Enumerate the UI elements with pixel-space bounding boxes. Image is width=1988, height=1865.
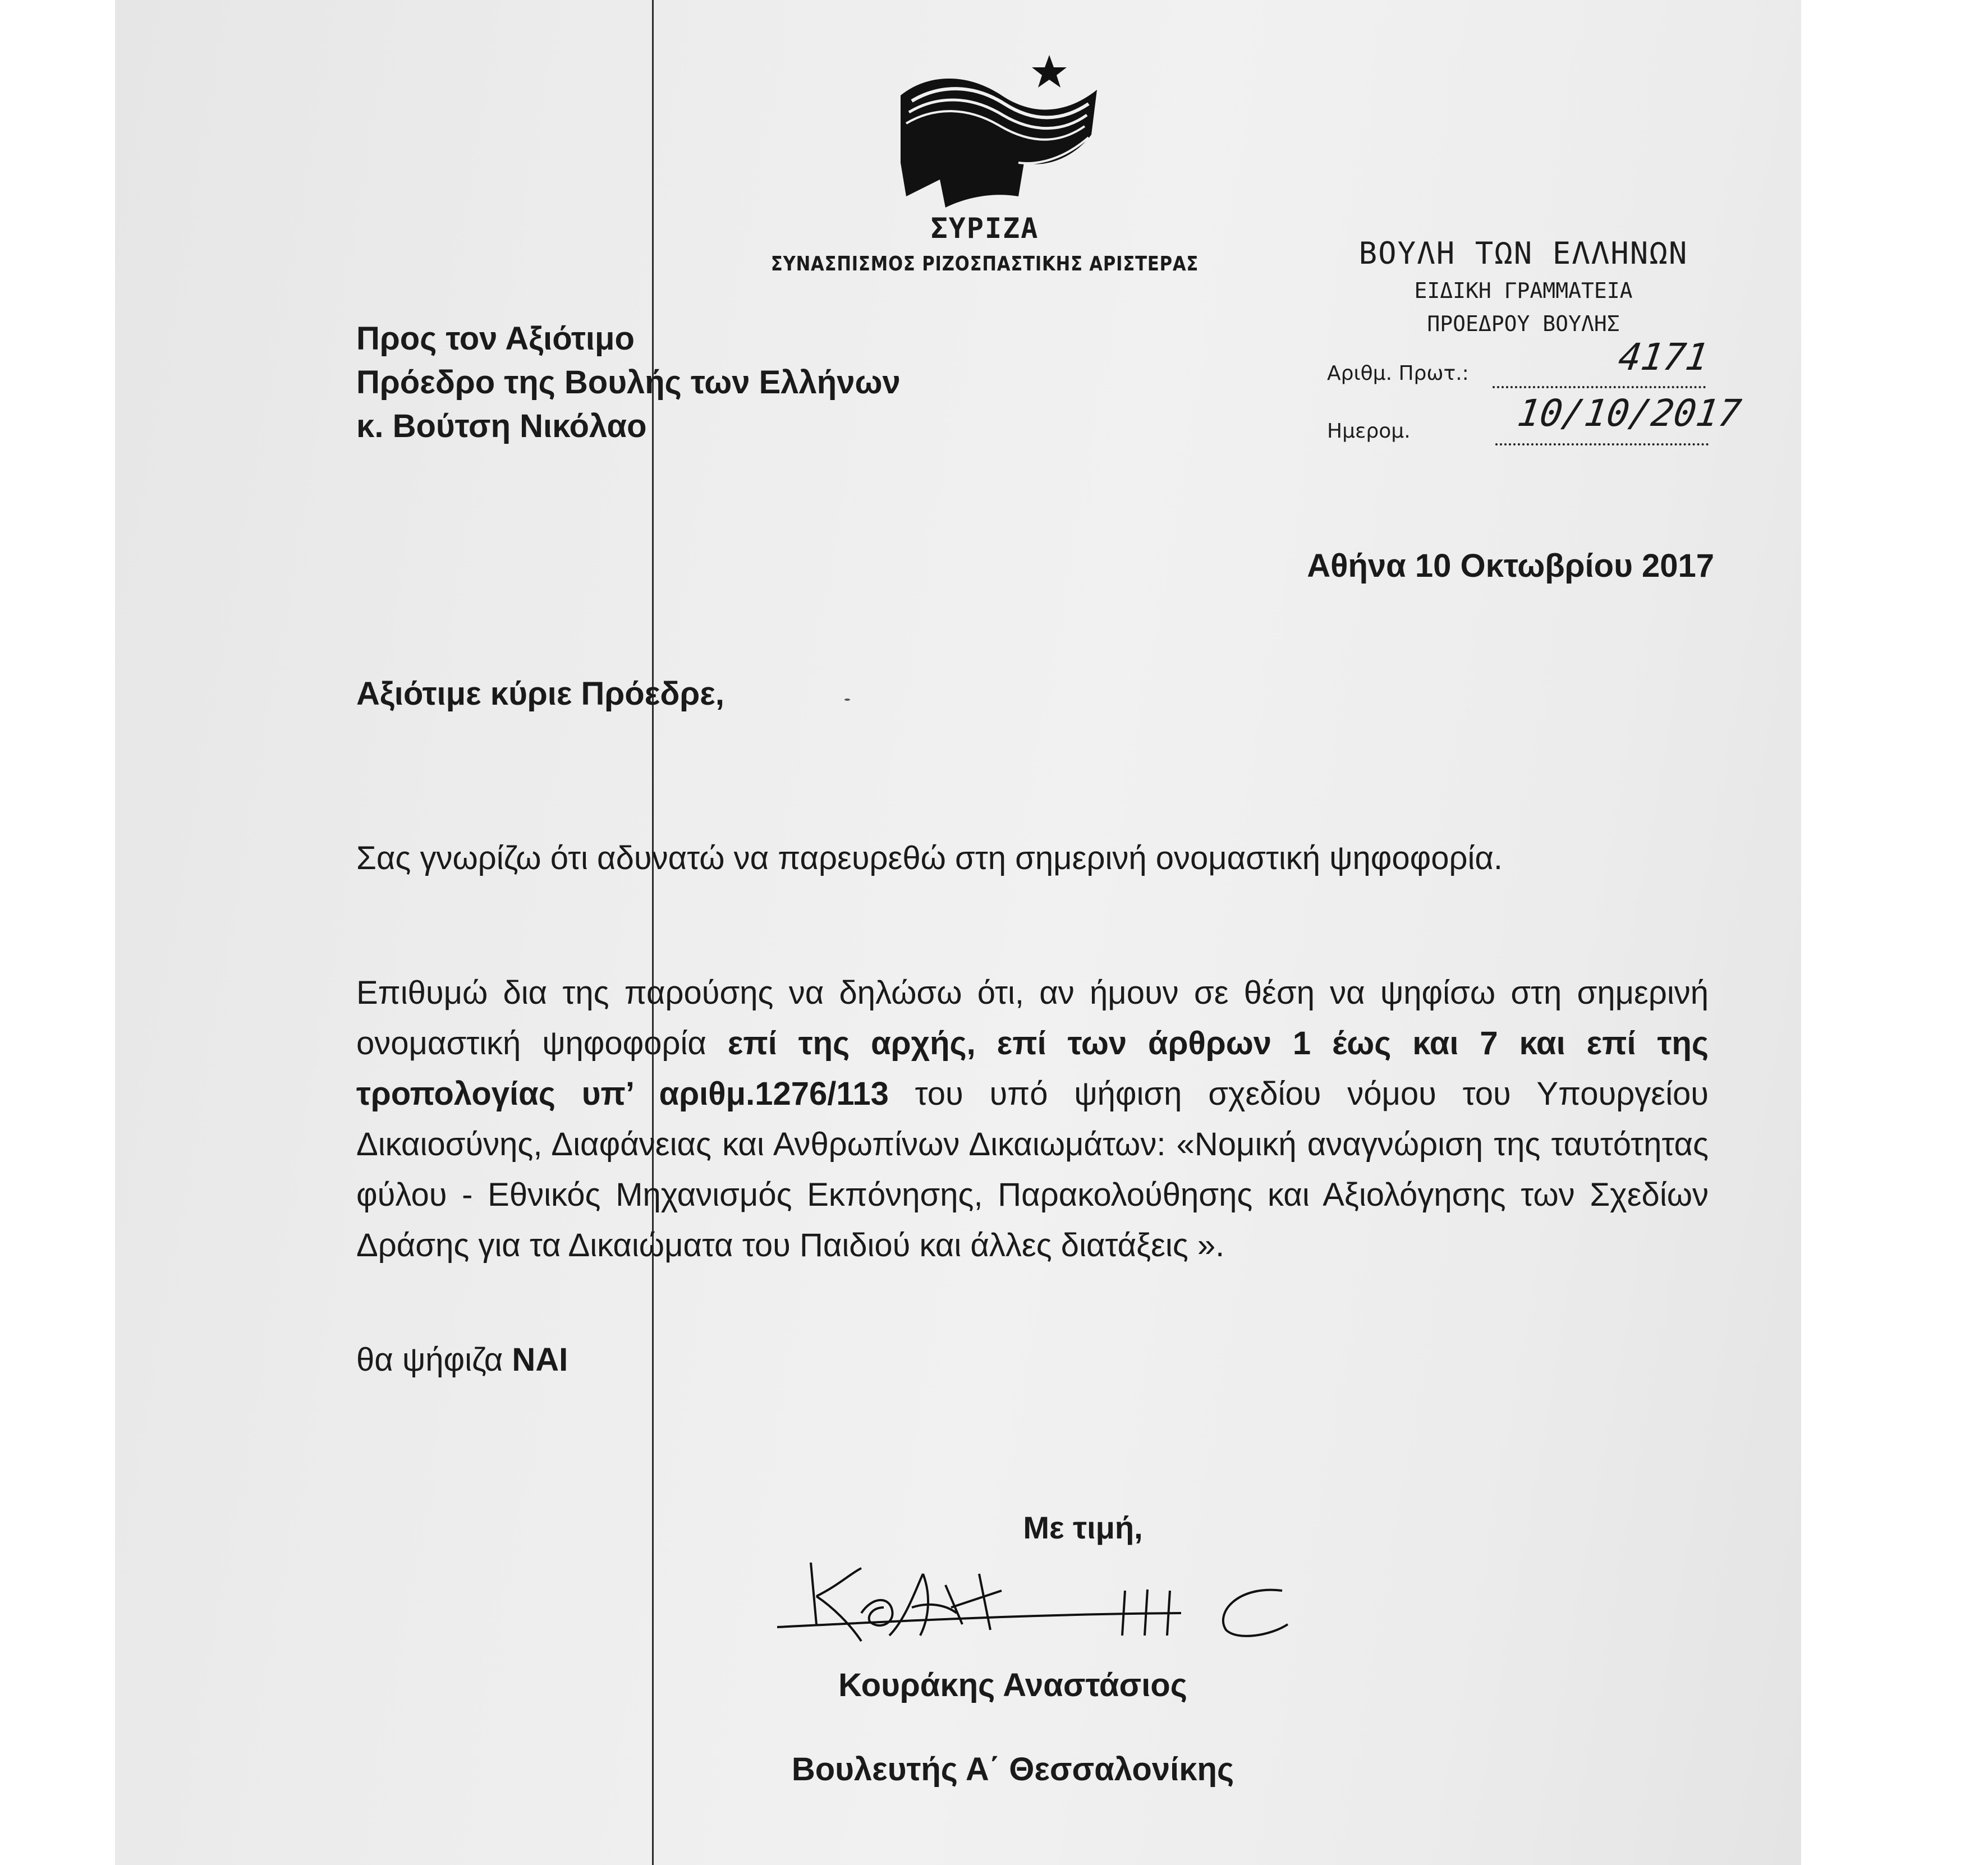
- star-icon: [1032, 55, 1067, 88]
- vote-statement: [356, 1341, 568, 1379]
- stamp-subtitle-2: ΠΡΟΕΔΡΟΥ ΒΟΥΛΗΣ: [1427, 311, 1620, 336]
- recipient-line-2: Πρόεδρο της Βουλής των Ελλήνων: [356, 364, 901, 401]
- paragraph-2-bold: επί της αρχής, επί των άρθρων 1 έως και 7 και επί της τροπολογίας υπ’ αριθμ.1276/113: [356, 1025, 1709, 1112]
- signature-icon: [777, 1551, 1338, 1664]
- stamp-title: ΒΟΥΛΗ ΤΩΝ ΕΛΛΗΝΩΝ: [1358, 236, 1688, 271]
- vote-prefix: θα ψήφιζα: [356, 1342, 512, 1378]
- place-date: Αθήνα 10 Οκτωβρίου 2017: [1307, 548, 1714, 584]
- ink-speck: [844, 699, 850, 701]
- salutation: Αξιότιμε κύριε Πρόεδρε,: [356, 676, 724, 712]
- recipient-line-1: Προς τον Αξιότιμο: [356, 320, 635, 357]
- stamp-subtitle-1: ΕΙΔΙΚΗ ΓΡΑΜΜΑΤΕΙΑ: [1414, 278, 1633, 303]
- paragraph-2-start: Επιθυμώ δια της παρούσης να δηλώσω ότι, αν ήμουν σε θέση να ψηφίσω στη σημερινή ονομαστική ψηφοφορία: [356, 975, 1709, 1062]
- stamp-date-label: Ημερομ.: [1327, 420, 1411, 443]
- signer-name: Κουράκης Αναστάσιος: [838, 1667, 1187, 1703]
- signer-title: Βουλευτής Α΄ Θεσσαλονίκης: [791, 1751, 1234, 1788]
- stamp-date-dotted-line: [1495, 443, 1709, 445]
- vote-value: ΝΑΙ: [512, 1342, 568, 1378]
- party-name: ΣΥΡΙΖΑ: [930, 212, 1039, 245]
- protocol-label: Αριθμ. Πρωτ.:: [1327, 362, 1469, 385]
- paragraph-2: [356, 968, 1709, 1271]
- party-full-name: ΣΥΝΑΣΠΙΣΜΟΣ ΡΙΖΟΣΠΑΣΤΙΚΗΣ ΑΡΙΣΤΕΡΑΣ: [770, 252, 1199, 275]
- fold-line: [652, 0, 654, 1865]
- letter-page: [115, 0, 1801, 1865]
- recipient-block: [356, 317, 901, 448]
- parliament-stamp: [1293, 236, 1787, 460]
- paragraph-1: Σας γνωρίζω ότι αδυνατώ να παρευρεθώ στη σημερινή ονομαστική ψηφοφορία.: [356, 840, 1503, 876]
- protocol-dotted-line: [1493, 386, 1706, 388]
- recipient-line-3: κ. Βούτση Νικόλαο: [356, 408, 647, 444]
- paragraph-2-end: του υπό ψήφιση σχεδίου νόμου του Υπουργείου Δικαιοσύνης, Διαφάνειας και Ανθρωπίνων Δικαιωμάτων: «Νομική αναγνώριση της ταυτότητας φύλου - Εθνικός Μηχανισμός Εκπόνησης, Παρακολούθησης και Αξιολόγησης των Σχεδίων Δράσης για τα Δικαιώματα του Παιδιού και άλλες διατάξεις ».: [356, 1076, 1709, 1264]
- closing-greeting: Με τιμή,: [1023, 1510, 1143, 1545]
- stamp-date-value: 10/10/2017: [1514, 392, 1744, 435]
- syriza-logo-icon: [878, 50, 1125, 219]
- protocol-number: 4171: [1615, 336, 1711, 379]
